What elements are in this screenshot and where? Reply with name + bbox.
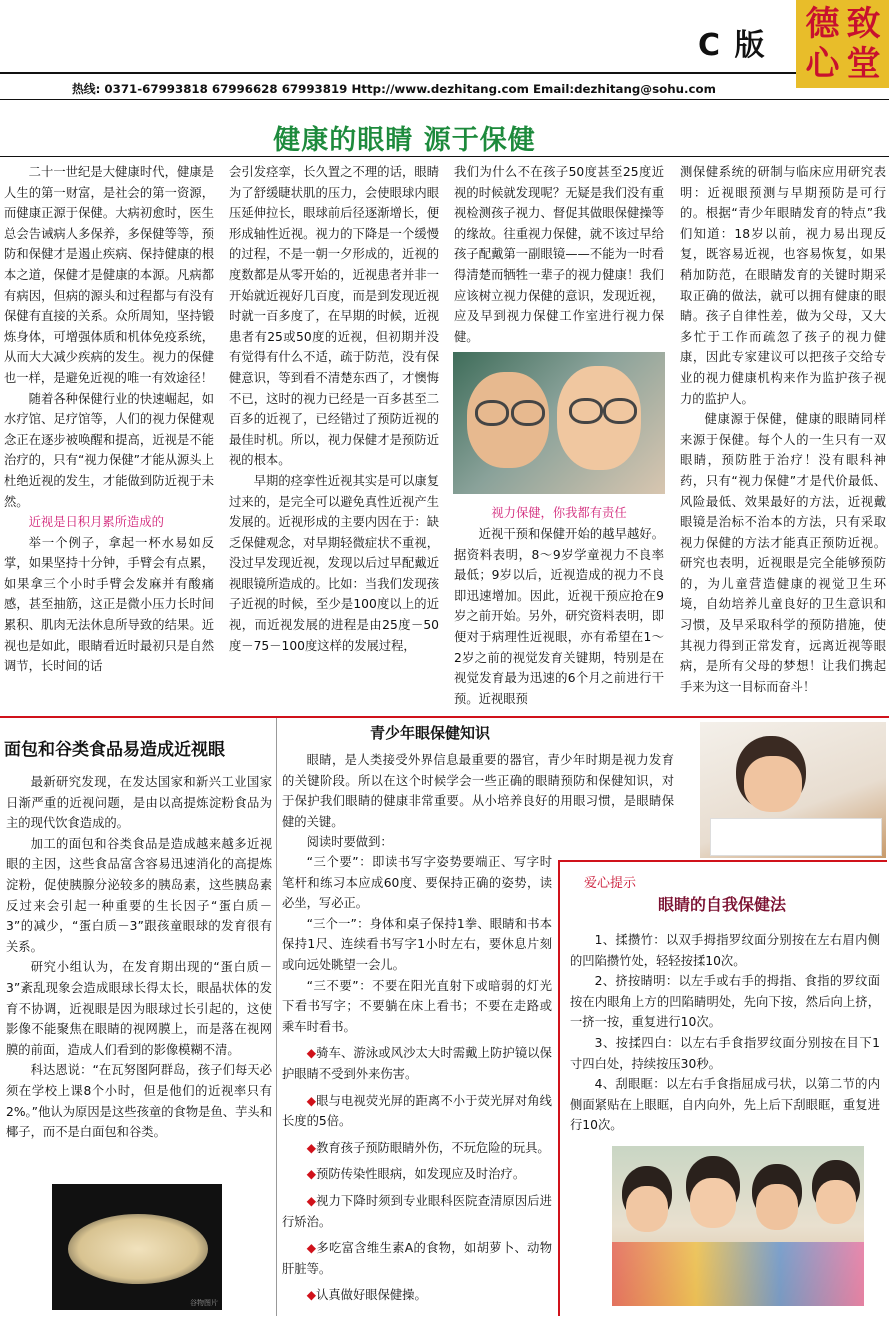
paragraph: 健康源于保健，健康的眼睛同样来源于保健。每个人的一生只有一双眼睛，预防胜于治疗！没有眼科神药，只有“视力保健”才是代价最低、风险最低、效果最好的方法，近视戴眼镜是治标不治本的方法，只有采取视力保健的方法才能真正预防近视。研究也表明，近视眼是完全能够预防的，为儿童营造健康的视觉卫生环境，自幼培养儿童良好的卫生意识和习惯，及早采取科学的预防措施，使其视力得到正常发育，远离近视等眼病，是所有父母的梦想！让我们携起手来为这一目标而奋斗！ <box>680 412 886 694</box>
main-col-3 <box>454 162 664 347</box>
edition-label: C 版 <box>698 28 767 63</box>
contact-line: 热线: 0371-67993818 67996628 67993819 Http://www.dezhitang.com Email:dezhitang@sohu.com <box>72 82 716 96</box>
diamond-icon: ◆ <box>306 1167 317 1182</box>
bullet-item: ◆预防传染性眼病，如发现应及时治疗。 <box>306 1167 526 1182</box>
header-rule <box>0 72 796 74</box>
paragraph: 研究小组认为，在发育期出现的“蛋白质－3”紊乱现象会造成眼球长得太长，眼晶状体的发育不协调，近视眼是因为眼球过长引起的，这使影像不能聚焦在眼睛的视网膜上，而是落在视网膜的前面，造成人们看到的影像模糊不清。 <box>6 960 272 1057</box>
main-col-2 <box>229 162 439 656</box>
self-care-title: 眼睛的自我保健法 <box>658 895 787 914</box>
bullet-item: ◆眼与电视荧光屏的距离不小于荧光屏对角线长度的5倍。 <box>282 1093 552 1129</box>
diamond-icon: ◆ <box>306 1093 317 1108</box>
paragraph: 早期的痉挛性近视其实是可以康复过来的，是完全可以避免真性近视产生发展的。近视形成的主要内因在于：缺乏保健观念，对早期轻微症状不重视，没过早发现近视，发现以后过早配戴近视眼镜所造成的。比如：当我们发现孩子近视的时候，至少是100度以上的近视，而近视发展的进程是由25度－50度－75－100度这样的发展过程， <box>229 473 439 653</box>
bullet-item: ◆认真做好眼保健操。 <box>306 1288 427 1303</box>
title-rule <box>0 156 889 157</box>
paragraph: 科达恩说：“在瓦努图阿群岛，孩子们每天必须在学校上课8个小时，但是他们的近视率只有2%。”他认为原因是这些孩童的食物是鱼、芋头和椰子，而不是白面包和谷类。 <box>6 1063 272 1140</box>
child-writing-photo <box>700 722 886 858</box>
children-glasses-photo <box>453 352 665 494</box>
paragraph: 近视干预和保健开始的越早越好。据资料表明，8～9岁学童视力不良率最低；9岁以后，近视造成的视力不良即迅速增加。因此，近视干预应抢在9岁之前开始。另外，研究资料表明，即便对于病理性近视眼，亦有希望在1～2岁之前的视觉发育关键期，特别是在视觉发育最为迅速的6个月之前进行干预。近视眼预 <box>454 527 664 706</box>
diamond-icon: ◆ <box>306 1193 317 1208</box>
diamond-icon: ◆ <box>306 1140 317 1155</box>
main-col-3b <box>454 524 664 709</box>
paragraph: 1、揉攒竹：以双手拇指罗纹面分别按在左右眉内侧的凹陷攒竹处，轻轻按揉10次。 <box>570 933 880 968</box>
logo <box>796 0 889 88</box>
paragraph: 二十一世纪是大健康时代，健康是人生的第一财富，是社会的第一资源，而健康正源于保健。大病初愈时，医生总会告诫病人多保养，多保健等等，预防和保健才是遏止疾病、保持健康的根本之道，保健才是健康的本源。凡病都有病因，但病的源头和过程都与有没有保健有直接的关系。众所周知，坚持锻炼身体，可增强体质和机体免疫系统，从而大大减少疾病的发生。视力的保健也一样，是避免近视的唯一有效途径！ <box>4 165 214 385</box>
main-col-4 <box>680 162 886 697</box>
paragraph: 随着各种保健行业的快速崛起，如水疗馆、足疗馆等，人们的视力保健观念正在逐步被唤醒和提高，近视是不能治疗的，只有“视力保健”才能从源头上杜绝近视的发生，才能做到防近视于未然。 <box>4 391 214 509</box>
paragraph: “三个一”：身体和桌子保持1拳、眼睛和书本保持1尺、连续看书写字1小时左右，要休息片刻或向远处眺望一会儿。 <box>282 916 552 972</box>
bullet-item: ◆骑车、游泳或风沙太大时需戴上防护镜以保护眼睛不受到外来伤害。 <box>282 1046 552 1081</box>
cereal-photo-label: 谷物图片 <box>190 1299 218 1307</box>
cereal-photo <box>52 1184 222 1310</box>
bullet-item: ◆多吃富含维生素A的食物，如胡萝卜、动物肝脏等。 <box>282 1241 552 1276</box>
bread-article-title: 面包和谷类食品易造成近视眼 <box>4 740 225 760</box>
paragraph: 3、按揉四白：以左右手食指罗纹面分别按在目下1寸四白处，持续按压30秒。 <box>570 1035 880 1071</box>
diamond-icon: ◆ <box>306 1046 317 1061</box>
logo-text: 德 致 心 堂 <box>805 4 881 84</box>
paragraph: “三不要”：不要在阳光直射下或暗弱的灯光下看书写字；不要躺在床上看书；不要在走路或乘车时看书。 <box>282 978 552 1034</box>
photo-caption: 视力保健，你我都有责任 <box>491 506 627 520</box>
paragraph: 阅读时要做到： <box>306 835 393 850</box>
paragraph: 4、刮眼眶：以左右手食指屈成弓状，以第二节的内侧面紧贴在上眼眶，自内向外，先上后下刮眼眶，重复进行10次。 <box>570 1077 880 1133</box>
paragraph: 眼睛，是人类接受外界信息最重要的器官，青少年时期是视力发育的关键阶段。所以在这个时候学会一些正确的眼睛预防和保健知识，对于保护我们眼睛的健康非常重要。从小培养良好的用眼习惯，是眼睛保健的关键。 <box>282 753 674 829</box>
paragraph: 举一个例子，拿起一杯水易如反掌，如果坚持十分钟，手臂会有点累，如果拿三个小时手臂会发麻并有酸痛感，甚至抽筋，这正是微小压力长时间累积、肌肉无法休息所导致的结果。近视也是如此，眼睛看近时最初只是自然调节，长时间的话 <box>4 535 214 674</box>
subheading: 近视是日积月累所造成的 <box>28 515 164 530</box>
tips-tag: 爱心提示 <box>584 876 637 891</box>
paragraph: 测保健系统的研制与临床应用研究表明：近视眼预测与早期预防是可行的。根据“青少年眼睛发育的特点”我们知道：18岁以前，视力易出现反复，既容易近视，也容易恢复，如果稍加防范，在眼睛发育的关键时期采取正确的做法，就可以拥有健康的眼睛。孩子自律性差，做为父母，又大多忙于工作而疏忽了孩子的视力健康，因此专家建议可以把孩子交给专业的视力健康机构来作为监护孩子视力的监护人。 <box>680 165 886 406</box>
self-care-body <box>570 930 880 1136</box>
diamond-icon: ◆ <box>306 1241 317 1256</box>
vertical-rule <box>276 718 277 1316</box>
youth-care-title: 青少年眼保健知识 <box>370 724 491 742</box>
bullet-item: ◆视力下降时须到专业眼科医院查清原因后进行矫治。 <box>282 1193 552 1229</box>
paragraph: “三个要”：即读书写字姿势要端正、写字时笔杆和练习本应成60度、要保持正确的姿势，读必坐，写必正。 <box>282 855 552 911</box>
bread-article <box>6 772 272 1143</box>
main-title: 健康的眼睛 源于保健 <box>273 125 536 156</box>
youth-care-body <box>282 852 552 1306</box>
paragraph: 加工的面包和谷类食品是造成越来越多近视眼的主因，这些食品富含容易迅速消化的高提炼淀粉，促使胰腺分泌较多的胰岛素，这些胰岛素反过来会引起一种重要的生长因子“蛋白质－3”的减少，“蛋白质－3”跟孩童眼球的发育很有关系。 <box>6 836 272 954</box>
bullet-item: ◆教育孩子预防眼睛外伤，不玩危险的玩具。 <box>306 1140 550 1155</box>
youth-care-intro <box>282 750 674 853</box>
section-divider <box>0 716 889 718</box>
main-col-1 <box>4 162 214 677</box>
paragraph: 会引发痉挛，长久置之不理的话，眼睛为了舒缓睫状肌的压力，会使眼球内眼压延伸拉长，眼球前后径逐渐增长，便形成轴性近视。视力的下降是一个缓慢的过程，不是一朝一夕形成的，近视的度数都是从零开始的，近视患者并非一开始就近视好几百度，而是到发现近视时就一百多度了，在早期的时候，近视患者有25或50度的近视，但初期并没有觉得有什么不适，疏于防范，没有保健意识，等到看不清楚东西了，才懊悔不已，这时的视力已经是一百多甚至二百多的近视了，已经错过了预防近视的最佳时机。所以，视力保健才是预防近视的根本。 <box>229 165 439 468</box>
diamond-icon: ◆ <box>306 1288 317 1303</box>
children-eye-exercise-photo <box>612 1146 864 1306</box>
paragraph: 2、挤按睛明：以左手或右手的拇指、食指的罗纹面按在内眼角上方的凹陷睛明处，先向下按，然后向上挤，一挤一按，重复进行10次。 <box>570 974 880 1030</box>
paragraph: 我们为什么不在孩子50度甚至25度近视的时候就发现呢？无疑是我们没有重视检测孩子视力、督促其做眼保健操等的缘故。往重视力保健，就不该过早给孩子配戴第一副眼镜——不能为一时看得清楚而牺牲一辈子的视力健康！我们应该树立视力保健的意识，发现近视，应及早到视力保健工作室进行视力保健。 <box>454 165 664 344</box>
header-rule-bottom <box>0 99 889 100</box>
paragraph: 最新研究发现，在发达国家和新兴工业国家日渐严重的近视问题，是由以高提炼淀粉食品为主的现代饮食造成的。 <box>6 775 272 831</box>
